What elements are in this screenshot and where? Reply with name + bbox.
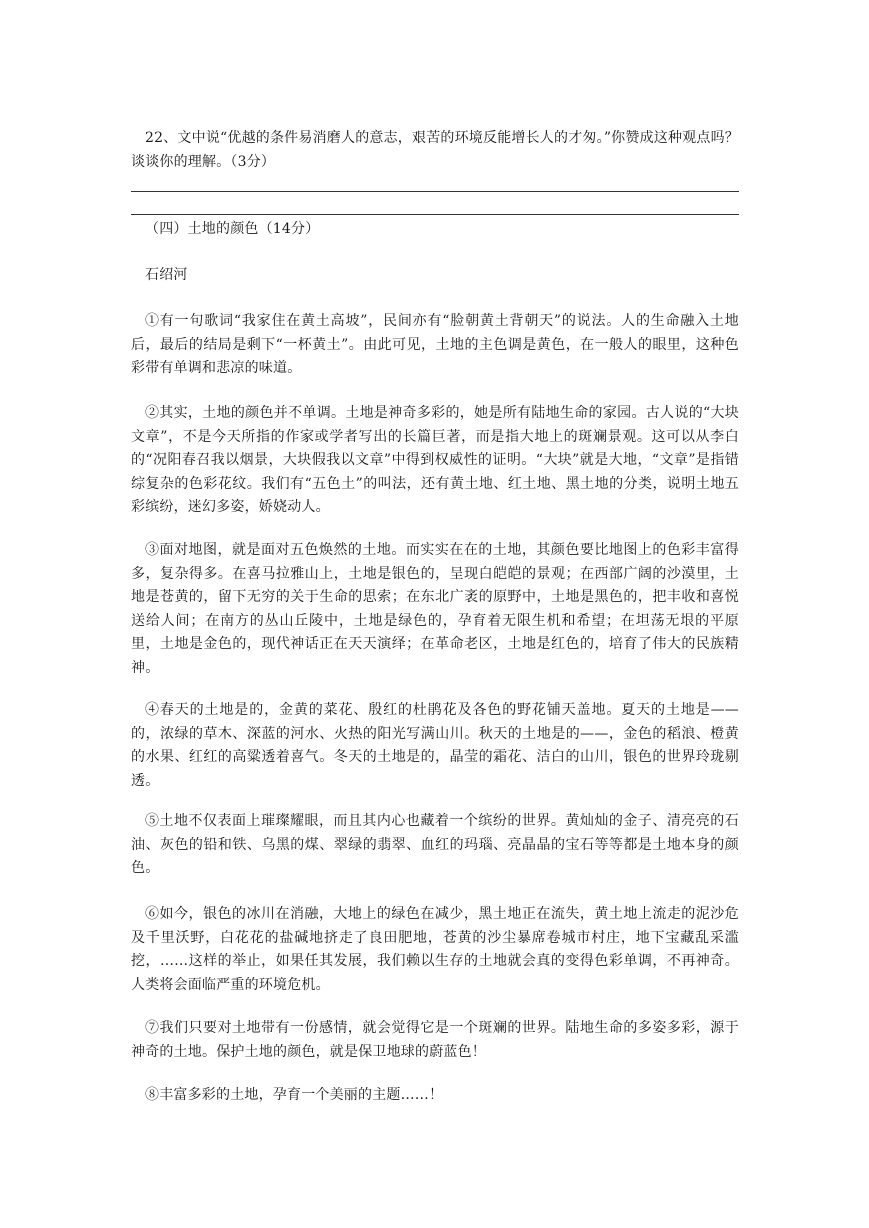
paragraph-7: ⑦我们只要对土地带有一份感情，就会觉得它是一个斑斓的世界。陆地生命的多姿多彩，源于神奇的土地。保护土地的颜色，就是保卫地球的蔚蓝色！: [131, 1020, 739, 1060]
paragraph-2: ②其实，土地的颜色并不单调。土地是神奇多彩的，她是所有陆地生命的家园。古人说的“大块文章”，不是今天所指的作家或学者写出的长篇巨著，而是指大地上的斑斓景观。这可以从李白的“况阳春召我以烟景，大块假我以文章”中得到权威性的证明。“大块”就是大地，“文章”是指错综复杂的色彩花纹。我们有“五色土”的叫法，还有黄土地、红土地、黑土地的分类，说明土地五彩缤纷，迷幻多姿，娇娆动人。: [131, 405, 739, 515]
answer-line-1[interactable]: [131, 191, 739, 192]
paragraph-6: ⑥如今，银色的冰川在消融，大地上的绿色在减少，黑土地正在流失，黄土地上流走的泥沙危及千里沃野，白花花的盐碱地挤走了良田肥地，苍黄的沙尘暴席卷城市村庄，地下宝藏乱采滥挖，……这样的举止，如果任其发展，我们赖以生存的土地就会真的变得色彩单调，不再神奇。人类将会面临严重的环境危机。: [131, 906, 739, 993]
paragraph-4: ④春天的土地是的，金黄的菜花、殷红的杜鹃花及各色的野花铺天盖地。夏天的土地是——的，浓绿的草木、深蓝的河水、火热的阳光写满山川。秋天的土地是的——，金色的稻浪、橙黄的水果、红红的高粱透着喜气。冬天的土地是的，晶莹的霜花、洁白的山川，银色的世界玲珑剔透。: [131, 702, 739, 789]
question-22: 22、文中说“优越的条件易消磨人的意志，艰苦的环境反能增长人的才匆。”你赞成这种观点吗？谈谈你的理解。（3分）: [131, 130, 739, 170]
author-name: 石绍河: [145, 267, 188, 283]
section-heading: （四）土地的颜色（14分）: [145, 221, 320, 237]
paragraph-5: ⑤土地不仅表面上璀璨耀眼，而且其内心也藏着一个缤纷的世界。黄灿灿的金子、清亮亮的石油、灰色的铅和铁、乌黑的煤、翠绿的翡翠、血红的玛瑙、亮晶晶的宝石等等都是土地本身的颜色。: [131, 813, 739, 876]
answer-line-2[interactable]: [131, 214, 739, 215]
paragraph-3: ③面对地图，就是面对五色焕然的土地。而实实在在的土地，其颜色要比地图上的色彩丰富得多，复杂得多。在喜马拉雅山上，土地是银色的，呈现白皑皑的景观；在西部广阔的沙漠里，土地是苍黄的，留下无穷的关于生命的思索；在东北广袤的原野中，土地是黑色的，把丰收和喜悦送给人间；在南方的丛山丘陵中，土地是绿色的，孕育着无限生机和希望；在坦荡无垠的平原里，土地是金色的，现代神话正在天天演绎；在革命老区，土地是红色的，培育了伟大的民族精神。: [131, 542, 739, 676]
paragraph-8: ⑧丰富多彩的土地，孕育一个美丽的主题……！: [145, 1087, 444, 1103]
paragraph-1: ①有一句歌词“我家住在黄土高坡”，民间亦有“脸朝黄土背朝天”的说法。人的生命融入土地后，最后的结局是剩下“一杯黄土”。由此可见，土地的主色调是黄色，在一般人的眼里，这种色彩带有单调和悲凉的味道。: [131, 313, 739, 376]
